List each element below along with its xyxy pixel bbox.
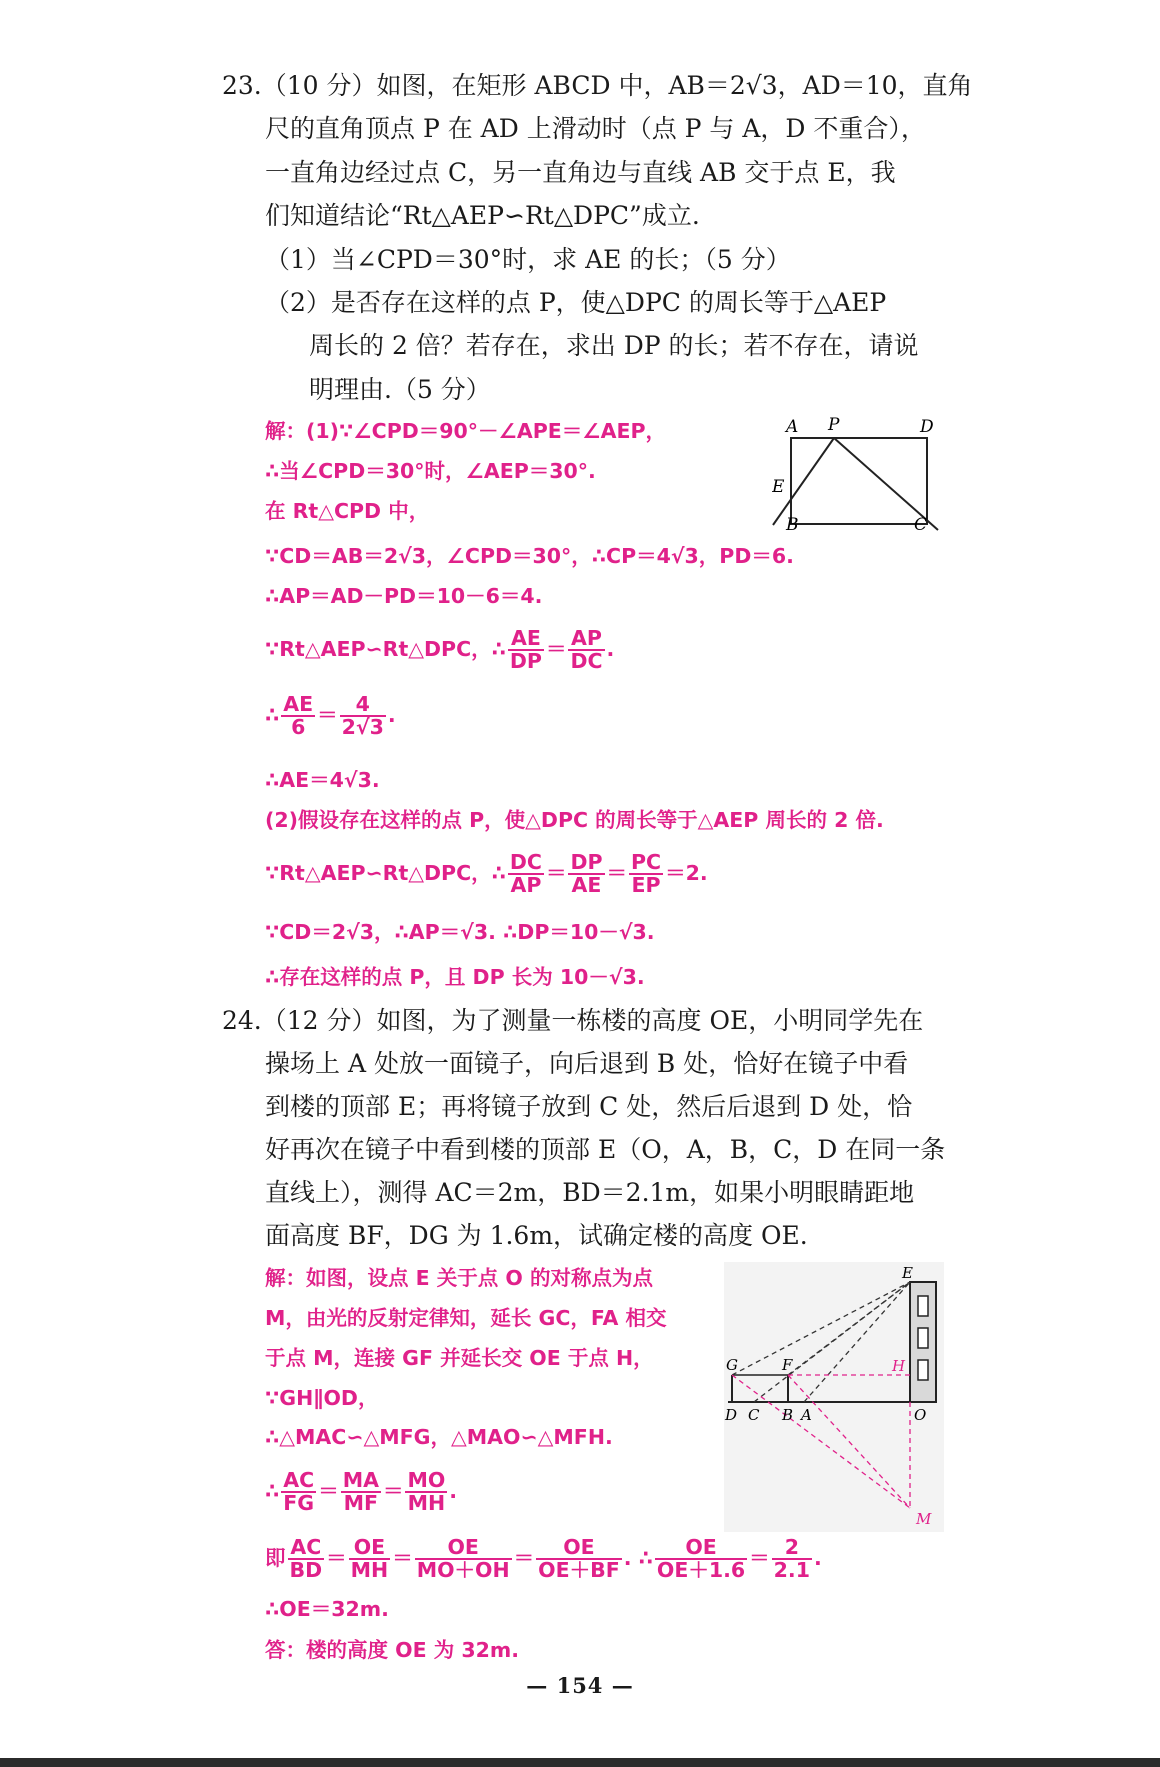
numerator: AC — [283, 1468, 315, 1492]
equals: ＝ — [382, 1479, 404, 1503]
denominator: 2√3 — [341, 715, 384, 739]
label-e: E — [772, 477, 785, 497]
text: ∴ — [265, 1479, 280, 1503]
fraction — [340, 694, 386, 738]
q23-line-3: 一直角边经过点 C，另一直角边与直线 AB 交于点 E，我 — [265, 158, 896, 187]
label-c: C — [914, 515, 928, 535]
q24-sol-line-8: ∴OE＝32m. — [265, 1597, 389, 1621]
numerator: DP — [570, 850, 603, 874]
fraction — [349, 1537, 391, 1581]
q24-line-4: 好再次在镜子中看到楼的顶部 E（O，A，B，C，D 在同一条 — [265, 1135, 946, 1164]
fraction — [629, 852, 663, 896]
label-c: C — [748, 1406, 760, 1424]
fraction — [655, 1537, 747, 1581]
q23-sol-line-4: ∵CD＝AB＝2√3，∠CPD＝30°，∴CP＝4√3，PD＝6. — [265, 544, 794, 568]
denominator: 6 — [291, 715, 306, 739]
equals: ＝ — [326, 1546, 347, 1570]
q23-sol-line-5: ∴AP＝AD－PD＝10－6＝4. — [265, 584, 543, 608]
q24-line-1: 24.（12 分）如图，为了测量一栋楼的高度 OE，小明同学先在 — [222, 1006, 924, 1035]
label-d: D — [920, 417, 934, 437]
numerator: 2 — [772, 1537, 812, 1560]
denominator: OE＋1.6 — [656, 1558, 746, 1582]
label-a: A — [801, 1406, 812, 1424]
fraction — [508, 852, 544, 896]
q23-sol-line-2: ∴当∠CPD＝30°时，∠AEP＝30°. — [265, 459, 596, 483]
label-a: A — [786, 417, 799, 437]
q24-sol-line-1: 解：如图，设点 E 关于点 O 的对称点为点 — [265, 1266, 653, 1290]
q24-sol-line-4: ∵GH∥OD， — [265, 1386, 379, 1410]
text: ∴ — [265, 703, 280, 727]
text: . — [813, 1546, 822, 1570]
label-g: G — [726, 1356, 738, 1374]
fraction — [341, 1470, 381, 1514]
fraction — [508, 628, 544, 672]
denominator: BD — [289, 1558, 323, 1582]
fraction — [415, 1537, 512, 1581]
denominator: FG — [283, 1491, 315, 1515]
label-p: P — [828, 415, 840, 435]
fraction — [288, 1537, 325, 1581]
fraction — [405, 1470, 447, 1514]
numerator: OE — [536, 1537, 622, 1560]
numerator: AP — [568, 628, 604, 651]
page-number: — 154 — — [526, 1673, 634, 1698]
fraction — [568, 628, 604, 672]
q24-sol-line-2: M，由光的反射定律知，延长 GC，FA 相交 — [265, 1306, 667, 1330]
text: ∵Rt△AEP∽Rt△DPC，∴ — [265, 637, 506, 661]
numerator: MA — [342, 1468, 379, 1492]
label-h: H — [892, 1357, 906, 1375]
numerator: OE — [349, 1537, 391, 1560]
q23-sol-line-11: ∵CD＝2√3，∴AP＝√3. ∴DP＝10－√3. — [265, 920, 655, 944]
q23-part-2-line-3: 明理由.（5 分） — [309, 375, 491, 404]
denominator: AE — [571, 873, 602, 897]
building-window — [918, 1328, 928, 1348]
q23-sol-line-10 — [265, 850, 708, 896]
numerator: DC — [509, 850, 542, 874]
q23-line-4: 们知道结论“Rt△AEP∽Rt△DPC”成立. — [265, 201, 700, 230]
q24-sol-line-5: ∴△MAC∽△MFG，△MAO∽△MFH. — [265, 1425, 613, 1449]
denominator: MO＋OH — [416, 1558, 510, 1582]
denominator: MH — [350, 1558, 389, 1582]
q23-sol-line-8: ∴AE＝4√3. — [265, 768, 380, 792]
q23-sol-line-6 — [265, 626, 614, 672]
q24-building-mirror-figure — [724, 1262, 944, 1532]
q23-rectangle-figure — [772, 412, 952, 536]
q23-line-1: 23.（10 分）如图，在矩形 ABCD 中，AB＝2√3，AD＝10，直角 — [222, 71, 973, 100]
numerator: MO — [407, 1468, 446, 1492]
q24-sol-line-6 — [265, 1468, 457, 1514]
denominator: DP — [509, 649, 542, 673]
numerator: AC — [288, 1537, 325, 1560]
label-b: B — [782, 1406, 794, 1424]
rectangle-abcd — [791, 438, 927, 524]
numerator: AE — [283, 692, 314, 716]
denominator: MH — [407, 1491, 446, 1515]
label-o: O — [914, 1406, 927, 1424]
label-d: D — [725, 1406, 738, 1424]
q23-sol-line-9: (2)假设存在这样的点 P，使△DPC 的周长等于△AEP 周长的 2 倍. — [265, 808, 884, 832]
equals: ＝ — [749, 1546, 770, 1570]
text: ∵Rt△AEP∽Rt△DPC，∴ — [265, 861, 506, 885]
numerator: AE — [508, 628, 544, 651]
numerator: OE — [415, 1537, 512, 1560]
equals: ＝ — [392, 1546, 413, 1570]
q23-sol-line-7 — [265, 692, 396, 738]
text: . — [449, 1479, 458, 1503]
building-window — [918, 1296, 928, 1316]
numerator: PC — [631, 850, 662, 874]
text: 即 — [265, 1546, 286, 1570]
equals: ＝ — [545, 637, 567, 661]
text: . ∴ — [623, 1546, 653, 1570]
bottom-bar — [0, 1758, 1160, 1767]
denominator: MF — [343, 1491, 379, 1515]
q23-sol-line-12: ∴存在这样的点 P，且 DP 长为 10－√3. — [265, 965, 645, 989]
text: . — [606, 637, 615, 661]
q24-line-2: 操场上 A 处放一面镜子，向后退到 B 处，恰好在镜子中看 — [265, 1049, 909, 1078]
q23-sol-line-1: 解：(1)∵∠CPD＝90°－∠APE＝∠AEP， — [265, 419, 667, 443]
label-b: B — [786, 515, 799, 535]
fraction — [281, 1470, 316, 1514]
denominator: OE＋BF — [538, 1558, 620, 1582]
label-m: M — [916, 1510, 932, 1528]
equals: ＝ — [545, 861, 567, 885]
q24-sol-line-7 — [265, 1535, 822, 1581]
q23-sol-line-3: 在 Rt△CPD 中， — [265, 499, 430, 523]
text: . — [387, 703, 396, 727]
fraction — [281, 694, 315, 738]
q23-line-2: 尺的直角顶点 P 在 AD 上滑动时（点 P 与 A，D 不重合）， — [265, 114, 926, 143]
building-window — [918, 1360, 928, 1380]
equals: ＝ — [606, 861, 627, 885]
equals: ＝ — [317, 703, 338, 727]
q24-line-3: 到楼的顶部 E；再将镜子放到 C 处，然后后退到 D 处，恰 — [265, 1092, 913, 1121]
fraction — [568, 852, 604, 896]
denominator: AP — [510, 873, 542, 897]
label-e: E — [902, 1264, 913, 1282]
q23-part-2-line-2: 周长的 2 倍？若存在，求出 DP 的长；若不存在，请说 — [309, 331, 919, 360]
q23-part-1: （1）当∠CPD＝30°时，求 AE 的长；（5 分） — [265, 245, 791, 274]
q23-part-2-line-1: （2）是否存在这样的点 P，使△DPC 的周长等于△AEP — [265, 288, 887, 317]
numerator: 4 — [340, 694, 386, 717]
q24-sol-line-3: 于点 M，连接 GF 并延长交 OE 于点 H， — [265, 1346, 654, 1370]
denominator: EP — [631, 873, 661, 897]
q24-line-6: 面高度 BF，DG 为 1.6m，试确定楼的高度 OE. — [265, 1221, 808, 1250]
q24-sol-line-9: 答：楼的高度 OE 为 32m. — [265, 1638, 520, 1662]
denominator: DC — [570, 649, 603, 673]
q24-line-5: 直线上），测得 AC＝2m，BD＝2.1m，如果小明眼睛距地 — [265, 1178, 915, 1207]
text: ＝2. — [665, 861, 708, 885]
equals: ＝ — [513, 1546, 535, 1570]
denominator: 2.1 — [773, 1558, 810, 1582]
numerator: OE — [655, 1537, 747, 1560]
fraction — [536, 1537, 622, 1581]
equals: ＝ — [318, 1479, 339, 1503]
fraction — [772, 1537, 812, 1581]
label-f: F — [782, 1356, 793, 1374]
